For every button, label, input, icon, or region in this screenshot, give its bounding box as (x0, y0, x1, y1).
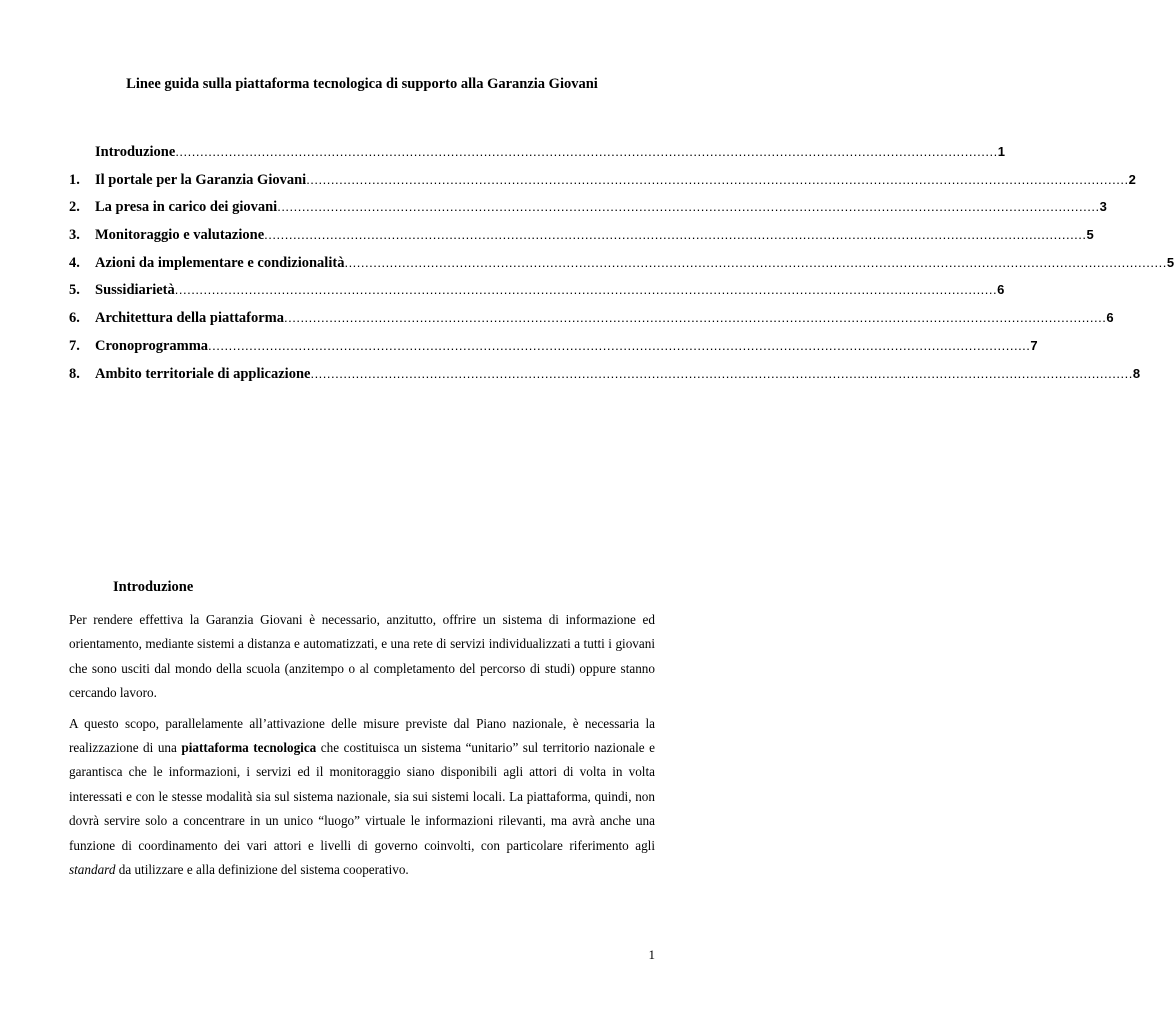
toc-entry-page: 2 (1128, 171, 1136, 187)
toc-entry-page: 8 (1132, 365, 1141, 381)
toc-dot-leader: ........................................................................................................................................................................................................ (264, 227, 1087, 243)
toc-dot-leader: ........................................................................................................................................................................................................ (175, 144, 998, 159)
toc-entry-number: 4. (69, 254, 80, 271)
toc-dot-leader: ........................................................................................................................................................................................................ (284, 310, 1107, 326)
paragraph-text: A questo scopo, parallelamente all’attivazione delle misure previste dal Piano nazionale, è necessaria la realizzazione di una (69, 715, 655, 756)
toc-entry-page: 6 (1106, 310, 1114, 326)
toc-dot-leader: ........................................................................................................................................................................................................ (306, 171, 1129, 187)
paragraph (69, 712, 655, 883)
toc-entry-label: Architettura della piattaforma (95, 310, 284, 327)
toc-entry-label: Introduzione (95, 144, 176, 160)
toc-dot-leader: ........................................................................................................................................................................................................ (174, 282, 998, 298)
toc-entry-ambito[interactable] (69, 365, 1141, 394)
toc-entry-number: 3. (69, 227, 80, 244)
toc-entry-sussidiarieta[interactable] (69, 282, 1005, 310)
emphasis-italic: standard (69, 862, 116, 878)
section-heading: Introduzione (113, 579, 194, 595)
toc-entry-page: 7 (1030, 337, 1038, 353)
toc-entry-monitoraggio[interactable] (69, 227, 1094, 255)
toc-entry-label: Monitoraggio e valutazione (95, 227, 265, 244)
toc-entry-label: Azioni da implementare e condizionalità (95, 254, 345, 271)
toc-entry-number: 2. (69, 199, 80, 216)
toc-entry-number: 8. (69, 365, 80, 382)
toc-entry-label: Il portale per la Garanzia Giovani (95, 171, 307, 188)
toc-entry-label: Ambito territoriale di applicazione (95, 365, 311, 382)
page-number: 1 (648, 947, 655, 962)
toc-dot-leader: ........................................................................................................................................................................................................ (208, 337, 1031, 353)
document-title: Linee guida sulla piattaforma tecnologica di supporto alla Garanzia Giovani (126, 76, 598, 92)
emphasis-bold: piattaforma tecnologica (181, 740, 317, 756)
toc-entry-page: 1 (997, 144, 1005, 159)
toc-entry-portale[interactable] (69, 171, 1136, 200)
toc-entry-page: 6 (997, 282, 1005, 298)
toc-entry-number: 6. (69, 310, 80, 327)
section-body (69, 608, 655, 888)
paragraph: Per rendere effettiva la Garanzia Giovani è necessario, anzitutto, offrire un sistema di informazione ed orientamento, mediante sistemi a distanza e automatizzati, e una rete di servizi individualizzati a tutti i giovani che sono usciti dal mondo della scuola (anzitempo o al completamento del percorso di studi) oppure stanno cercando lavoro. (69, 612, 655, 701)
toc-entry-cronoprogramma[interactable] (69, 337, 1038, 366)
toc-dot-leader: ........................................................................................................................................................................................................ (344, 254, 1167, 270)
toc-entry-page: 5 (1086, 227, 1094, 243)
toc-entry-label: Cronoprogramma (95, 337, 209, 354)
table-of-contents (69, 144, 1174, 393)
toc-entry-label: La presa in carico dei giovani (95, 199, 278, 216)
toc-entry-presa-in-carico[interactable] (69, 199, 1107, 227)
toc-entry-page: 3 (1099, 199, 1107, 215)
toc-entry-number: 5. (69, 282, 80, 299)
toc-entry-page: 5 (1166, 254, 1174, 270)
toc-dot-leader: ........................................................................................................................................................................................................ (310, 365, 1133, 381)
toc-entry-number: 1. (69, 171, 80, 188)
toc-entry-label: Sussidiarietà (95, 282, 175, 299)
toc-entry-introduzione[interactable] (69, 144, 1005, 172)
toc-dot-leader: ........................................................................................................................................................................................................ (277, 199, 1100, 215)
toc-entry-number: 7. (69, 337, 80, 354)
paragraph-text: da utilizzare e alla definizione del sistema cooperativo. (115, 862, 409, 878)
paragraph-text: che costituisca un sistema “unitario” sul territorio nazionale e garantisca che le informazioni, i servizi ed il monitoraggio siano disponibili agli attori di volta in volta interessati e con le stesse modalità sia sul sistema nazionale, sia sui sistemi locali. La piattaforma, quindi, non dovrà servire solo a concentrare in un unico “luogo” virtuale le informazioni rilevanti, ma avrà anche una funzione di coordinamento dei vari attori e livelli di governo coinvolti, con particolare riferimento agli (69, 740, 655, 853)
toc-entry-azioni[interactable] (69, 254, 1174, 283)
toc-entry-architettura[interactable] (69, 310, 1114, 338)
